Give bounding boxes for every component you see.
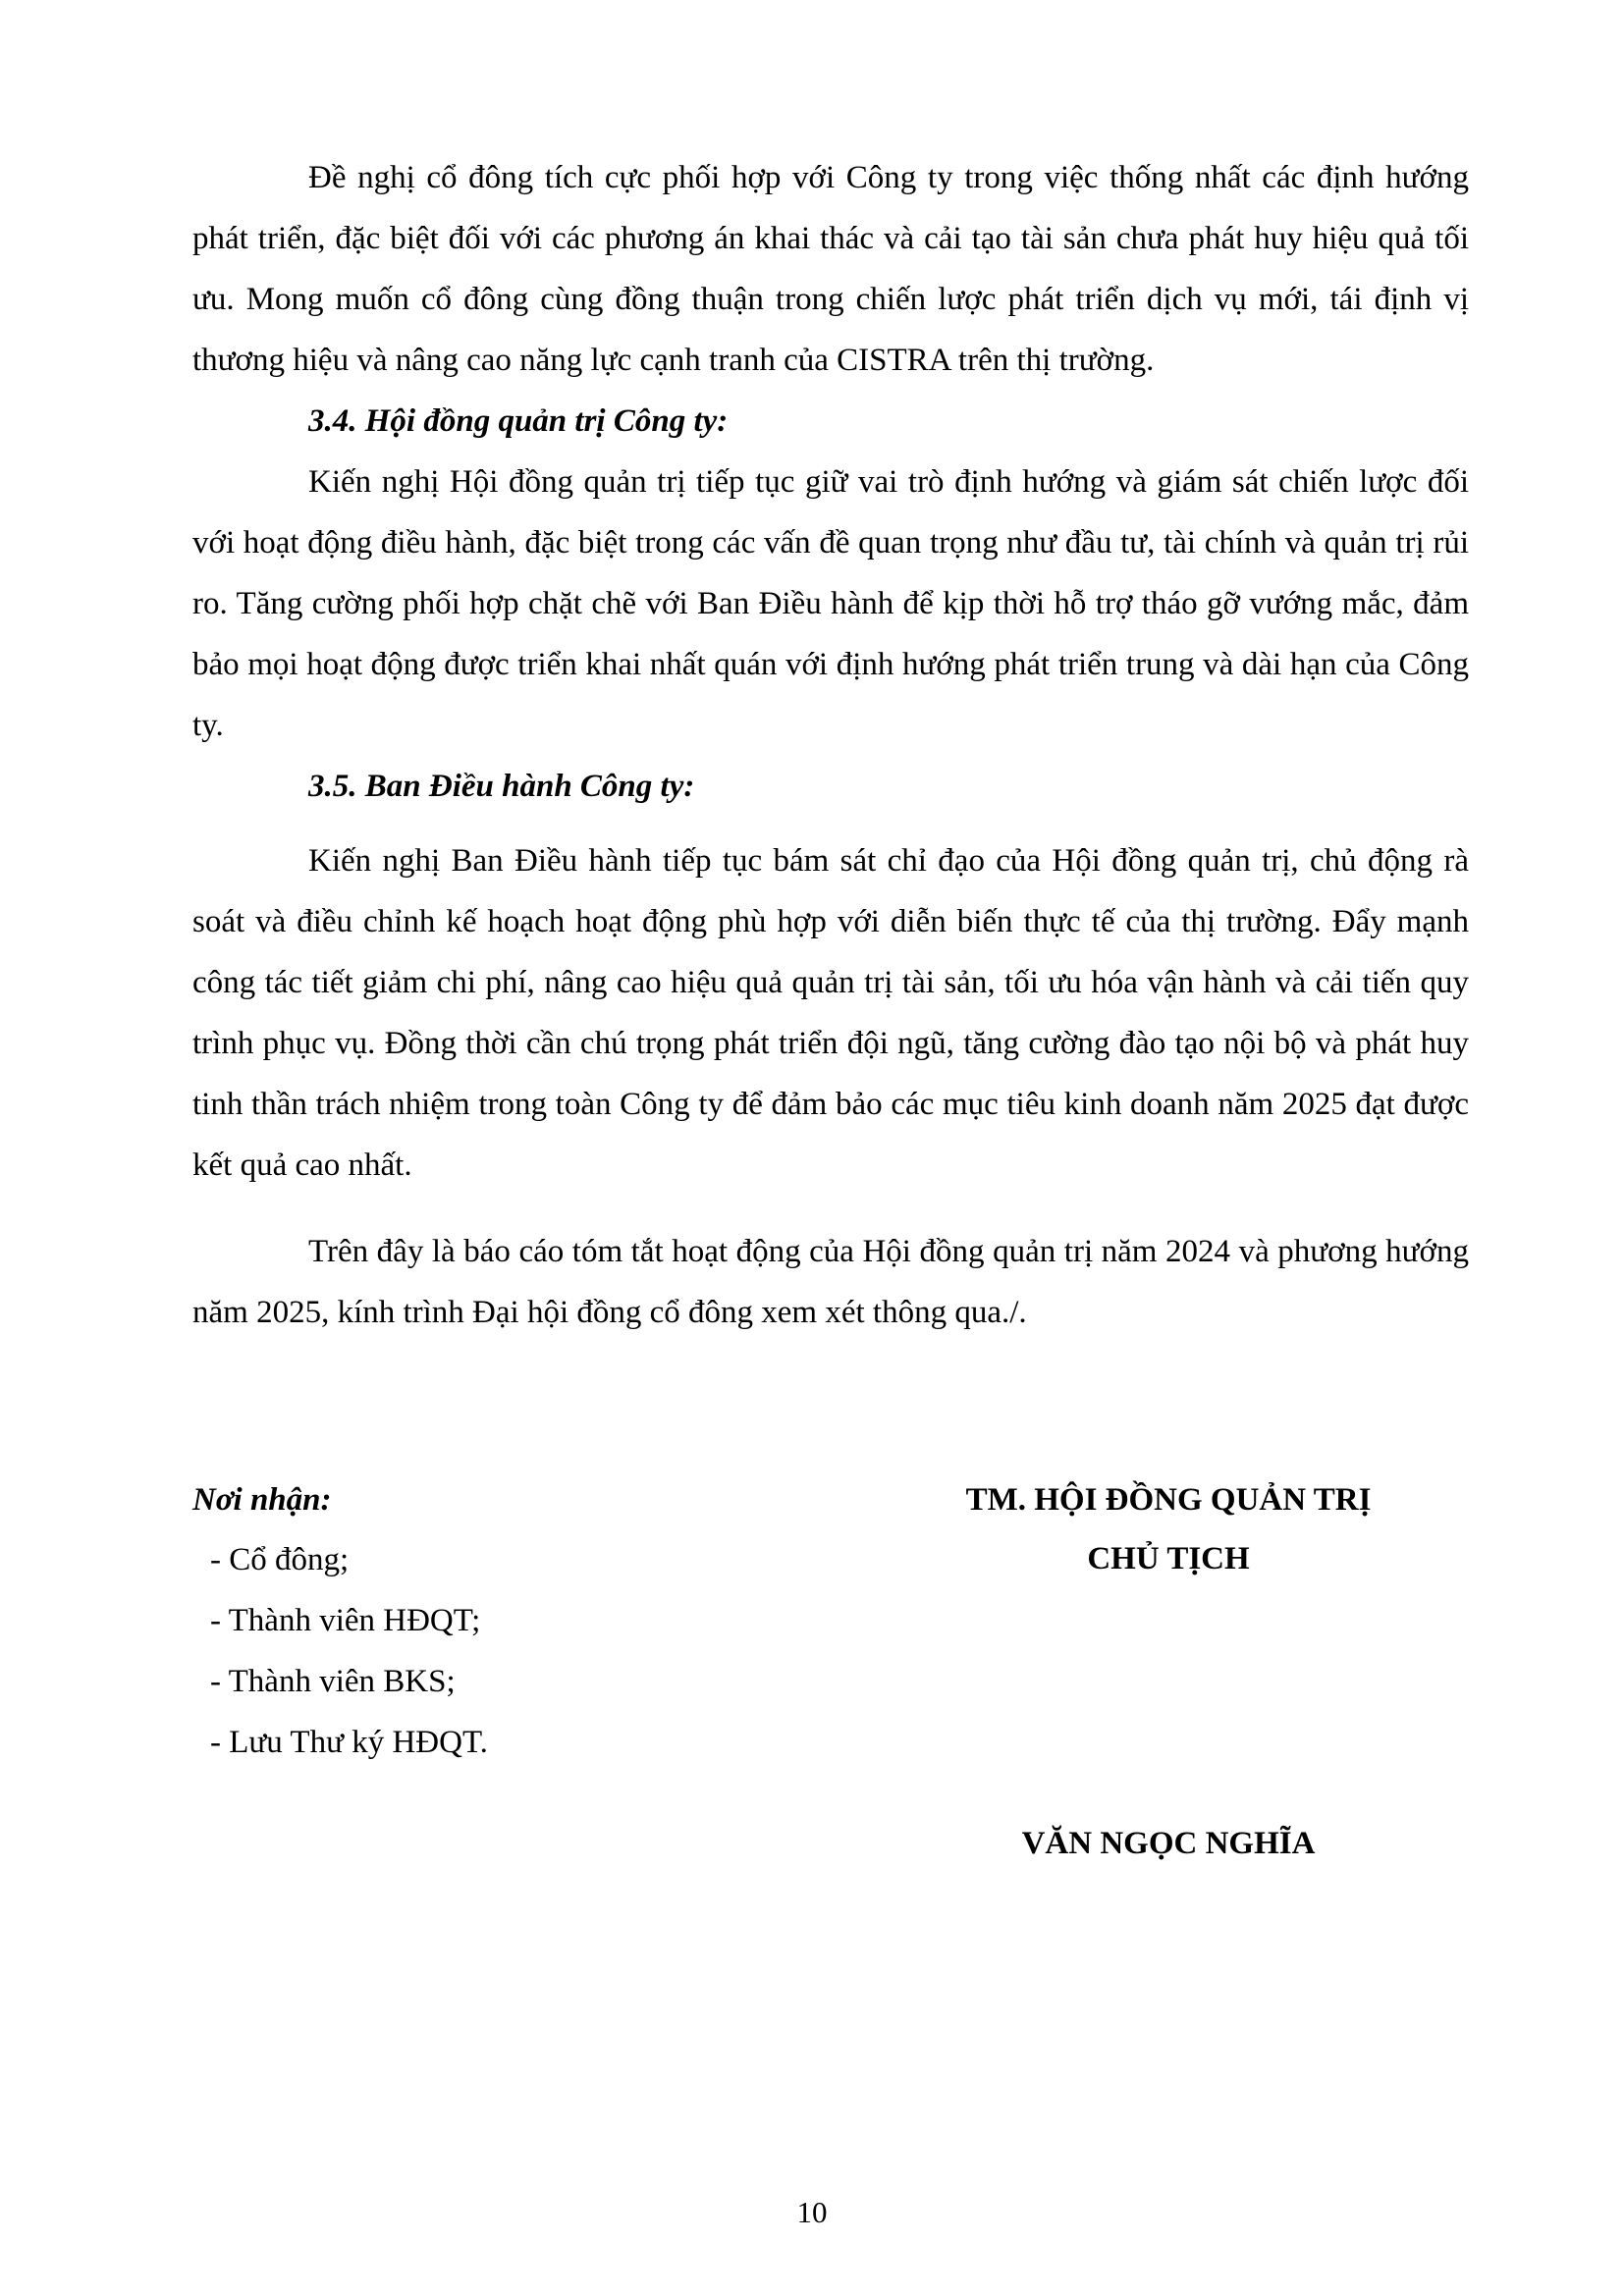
spacer [192,817,1469,830]
paragraph-conclusion: Trên đây là báo cáo tóm tắt hoạt động của Hội đồng quản trị năm 2024 và phương hướng năm 2025, kính trình Đại hội đồng cổ đông xem xét thông qua./. [192,1234,1469,1330]
paragraph-board-of-directors: Kiến nghị Hội đồng quản trị tiếp tục giữ vai trò định hướng và giám sát chiến lược đối với hoạt động điều hành, đặc biệt trong các vấn đề quan trọng như đầu tư, tài chính và quản trị rủi ro. Tăng cường phối hợp chặt chẽ với Ban Điều hành để kịp thời hỗ trợ tháo gỡ vướng mắc, đảm bảo mọi hoạt động được triển khai nhất quán với định hướng phát triển trung và dài hạn của Công ty. [192,464,1469,743]
spacer [192,1196,1469,1221]
page-number: 10 [796,2195,828,2229]
closing-block [0,1315,1624,1904]
signature-org-line: TM. HỘI ĐỒNG QUẢN TRỊ [965,1482,1372,1518]
heading-board-of-directors: 3.4. Hội đồng quản trị Công ty: [308,403,729,439]
recipient-item: - Lưu Thư ký HĐQT. [210,1725,488,1760]
recipients-list [192,1529,801,1773]
recipient-item: - Cổ đông; [210,1542,350,1577]
heading-executive-board: 3.5. Ban Điều hành Công ty: [308,769,695,804]
signatory-name: VĂN NGỌC NGHĨA [1021,1826,1316,1861]
paragraph-executive-board: Kiến nghị Ban Điều hành tiếp tục bám sát chỉ đạo của Hội đồng quản trị, chủ động rà soát và điều chỉnh kế hoạch hoạt động phù hợp với diễn biến thực tế của thị trường. Đẩy mạnh công tác tiết giảm chi phí, nâng cao hiệu quả quản trị tài sản, tối ưu hóa vận hành và cải tiến quy trình phục vụ. Đồng thời cần chú trọng phát triển đội ngũ, tăng cường đào tạo nội bộ và phát huy tinh thần trách nhiệm trong toàn Công ty để đảm bảo các mục tiêu kinh doanh năm 2025 đạt được kết quả cao nhất. [192,843,1469,1183]
recipient-item: - Thành viên HĐQT; [210,1603,481,1638]
signature-section [864,1470,1473,1873]
paragraph-shareholders: Đề nghị cổ đông tích cực phối hợp với Công ty trong việc thống nhất các định hướng phát triển, đặc biệt đối với các phương án khai thác và cải tạo tài sản chưa phát huy hiệu quả tối ưu. Mong muốn cổ đông cùng đồng thuận trong chiến lược phát triển dịch vụ mới, tái định vị thương hiệu và nâng cao năng lực cạnh tranh của CISTRA trên thị trường. [192,160,1469,378]
signature-title: CHỦ TỊCH [1087,1541,1250,1576]
recipients-section [192,1470,801,1773]
recipients-title: Nơi nhận: [192,1482,332,1518]
body-content [192,147,1469,1343]
recipient-item: - Thành viên BKS; [210,1664,456,1699]
